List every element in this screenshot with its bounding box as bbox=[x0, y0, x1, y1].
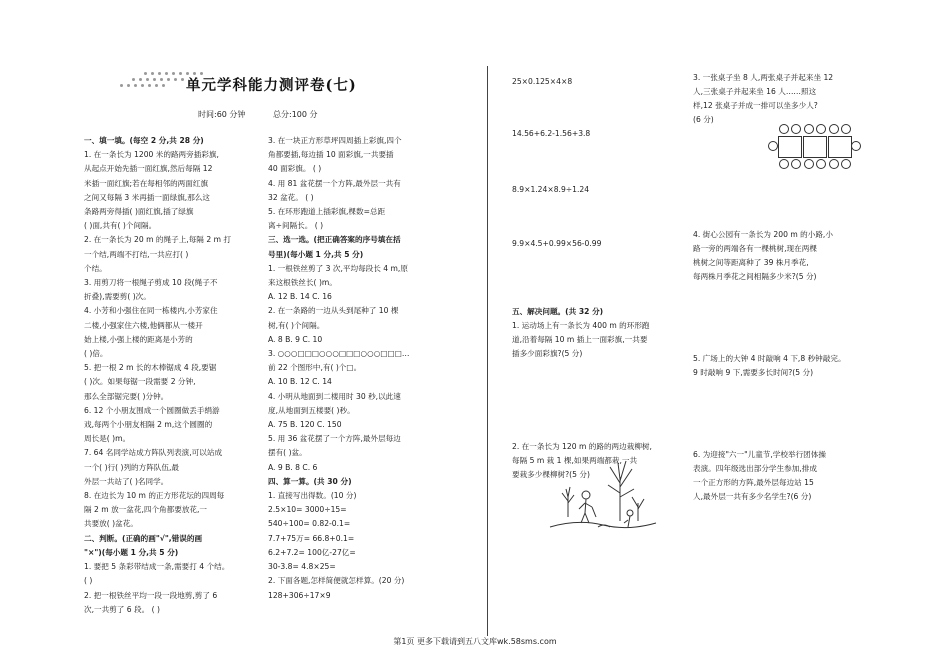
question-line: 5. 在环形跑道上插彩旗,棵数=总距 bbox=[268, 207, 386, 217]
question-line: 1. 在一条长为 1200 米的路两旁插彩旗, bbox=[84, 150, 219, 160]
question-line: 共要放( )盆花。 bbox=[84, 519, 138, 529]
decor-dot bbox=[120, 84, 123, 87]
chair bbox=[841, 159, 851, 169]
section-heading: 号里)(每小题 1 分,共 5 分) bbox=[268, 249, 364, 259]
total-score: 总分:100 分 bbox=[273, 110, 318, 119]
chair bbox=[829, 124, 839, 134]
question-line: 外层一共站了( )名同学。 bbox=[84, 476, 169, 486]
section-heading: 五、解决问题。(共 32 分) bbox=[512, 307, 604, 316]
question-line: 次,一共剪了 6 段。 ( ) bbox=[84, 604, 160, 614]
column-divider bbox=[487, 66, 488, 636]
decor-dot bbox=[160, 78, 163, 81]
question-line: 1. 直接写出得数。(10 分) bbox=[268, 491, 357, 501]
chair bbox=[816, 124, 826, 134]
decor-dot bbox=[139, 78, 142, 81]
question-line: 2. 下面各题,怎样简便就怎样算。(20 分) bbox=[268, 576, 405, 586]
question-line: A. 10 B. 12 C. 14 bbox=[268, 377, 332, 387]
question-line: 6. 为迎接"六一"儿童节,学校举行团体操 bbox=[693, 450, 826, 459]
question-line: 路一旁的两端各有一棵桃树,现在两棵 bbox=[693, 244, 817, 253]
decor-dot bbox=[132, 78, 135, 81]
question-line: 8. 在边长为 10 m 的正方形花坛的四周每 bbox=[84, 491, 225, 501]
question-line: 7.7+75万= 66.8+0.1= bbox=[268, 533, 355, 543]
question-line: 角都要插,每边插 10 面彩旗,一共要插 bbox=[268, 150, 394, 160]
question-line: 树,有( )个间隔。 bbox=[268, 320, 325, 330]
table-2 bbox=[803, 136, 827, 158]
question-line: 前 22 个图形中,有( )个□。 bbox=[268, 363, 362, 373]
question-line: 3. 一张桌子坐 8 人,两张桌子并起来坐 12 bbox=[693, 73, 834, 82]
question-line: 人,最外层一共有多少名学生?(6 分) bbox=[693, 492, 812, 501]
question-line: ( )倍。 bbox=[84, 349, 108, 359]
question-line: ( )面,共有( )个间隔。 bbox=[84, 221, 157, 231]
chair bbox=[791, 124, 801, 134]
question-line: 2. 把一根铁丝平均一段一段地剪,剪了 6 bbox=[84, 590, 218, 600]
question-line: 始上楼,小强上楼的距离是小芳的 bbox=[84, 334, 193, 344]
question-line: 14.56+6.2-1.56+3.8 bbox=[512, 129, 591, 138]
decor-dot bbox=[153, 78, 156, 81]
question-line: ( ) bbox=[84, 576, 93, 586]
question-line: 25×0.125×4×8 bbox=[512, 77, 573, 86]
question-line: 要栽多少棵柳树?(5 分) bbox=[512, 470, 590, 479]
question-line: 9.9×4.5+0.99×56-0.99 bbox=[512, 239, 602, 248]
question-line: A. 12 B. 14 C. 16 bbox=[268, 292, 332, 302]
decor-dot bbox=[167, 78, 170, 81]
decor-dot bbox=[174, 78, 177, 81]
question-line: 5. 把一根 2 m 长的木棒锯成 4 段,要锯 bbox=[84, 363, 217, 373]
section-heading: 三、选一选。(把正确答案的序号填在括 bbox=[268, 235, 401, 245]
question-line: 4. 街心公园有一条长为 200 m 的小路,小 bbox=[693, 230, 833, 239]
question-line: 40 面彩旗。 ( ) bbox=[268, 164, 322, 174]
chair bbox=[841, 124, 851, 134]
question-line: 度,从地面到五楼要( )秒。 bbox=[268, 405, 355, 415]
question-line: 人,三张桌子并起来坐 16 人……照这 bbox=[693, 87, 817, 96]
chair bbox=[851, 141, 861, 151]
question-line: 3. 用剪刀将一根绳子剪成 10 段(绳子不 bbox=[84, 278, 218, 288]
question-line: 3. 在一块正方形草坪四周插上彩旗,四个 bbox=[268, 136, 402, 145]
question-line: 那么全部锯完要( )分钟。 bbox=[84, 391, 169, 401]
decor-dot bbox=[172, 72, 175, 75]
question-line: 30-3.8= 4.8×25= bbox=[268, 562, 336, 572]
chair bbox=[816, 159, 826, 169]
decor-dot bbox=[148, 84, 151, 87]
page-footer: 第1页 更多下载请到五八文库wk.58sms.com bbox=[393, 637, 557, 646]
section-heading: 一、填一填。(每空 2 分,共 28 分) bbox=[84, 136, 204, 145]
question-line: 一个正方形的方阵,最外层每边站 15 bbox=[693, 478, 814, 487]
question-line: 一个结,两端不打结,一共应打( ) bbox=[84, 249, 189, 259]
question-line: 2. 在一条长为 20 m 的绳子上,每隔 2 m 打 bbox=[84, 235, 231, 245]
question-line: 1. 要把 5 条彩带结成一条,需要打 4 个结。 bbox=[84, 562, 230, 572]
question-line: 6. 12 个小朋友围成一个圆圈做丢手绢游 bbox=[84, 405, 220, 415]
decor-dot bbox=[144, 72, 147, 75]
chair bbox=[804, 159, 814, 169]
section-heading: 四、算一算。(共 30 分) bbox=[268, 476, 352, 486]
decor-dot bbox=[165, 72, 168, 75]
table-1 bbox=[778, 136, 802, 158]
question-line: 5. 用 36 盆花摆了一个方阵,最外层每边 bbox=[268, 434, 401, 444]
question-line: 3. ○○○□□□○○○□□□○○○□□□… bbox=[268, 349, 410, 359]
question-line: 4. 用 81 盆花摆一个方阵,最外层一共有 bbox=[268, 178, 401, 188]
question-line: 每两株月季花之间相隔多少米?(5 分) bbox=[693, 272, 817, 281]
question-line: 米插一面红旗;若在每相邻的两面红旗 bbox=[84, 178, 209, 188]
question-line: 道,沿着每隔 10 m 插上一面彩旗,一共要 bbox=[512, 335, 648, 344]
question-line: 每隔 5 m 栽 1 棵,如果两端都栽,一共 bbox=[512, 456, 638, 465]
question-line: 之间又每隔 3 米再插一面绿旗,那么这 bbox=[84, 192, 210, 202]
chair bbox=[779, 124, 789, 134]
question-line: (6 分) bbox=[693, 115, 714, 124]
chair bbox=[829, 159, 839, 169]
question-line: 32 盆花。 ( ) bbox=[268, 192, 314, 202]
decor-dot bbox=[155, 84, 158, 87]
decor-dot bbox=[151, 72, 154, 75]
question-line: 折叠),需要剪( )次。 bbox=[84, 292, 151, 302]
table-3 bbox=[828, 136, 852, 158]
chair bbox=[804, 124, 814, 134]
page-title: 单元学科能力测评卷(七) bbox=[186, 77, 357, 94]
question-line: A. 75 B. 120 C. 150 bbox=[268, 420, 342, 430]
decor-dot bbox=[181, 78, 184, 81]
decor-dot bbox=[146, 78, 149, 81]
tables-diagram bbox=[768, 123, 860, 169]
section-heading: 二、判断。(正确的画"√",错误的画 bbox=[84, 533, 203, 543]
question-line: 周长是( )m。 bbox=[84, 434, 131, 444]
question-line: 6.2+7.2= 100亿-27亿= bbox=[268, 547, 356, 557]
question-line: ( )次。如果每锯一段需要 2 分钟, bbox=[84, 377, 196, 387]
decorative-dots bbox=[114, 66, 180, 90]
question-line: A. 8 B. 9 C. 10 bbox=[268, 334, 323, 344]
question-line: 一个( )行( )列的方阵队伍,最 bbox=[84, 462, 180, 472]
question-line: A. 9 B. 8 C. 6 bbox=[268, 462, 318, 472]
question-line: 样,12 张桌子并成一排可以坐多少人? bbox=[693, 101, 818, 110]
question-line: 插多少面彩旗?(5 分) bbox=[512, 349, 583, 358]
tree-planting-sketch bbox=[548, 457, 658, 537]
question-line: 二楼,小强家住六楼,他俩都从一楼开 bbox=[84, 320, 203, 330]
chair bbox=[779, 159, 789, 169]
question-line: 2. 在一条长为 120 m 的路的两边栽柳树, bbox=[512, 442, 652, 451]
chair bbox=[768, 141, 778, 151]
question-line: 桃树之间等距离种了 39 株月季花, bbox=[693, 258, 809, 267]
question-line: 条路两旁得插( )面红旗,插了绿旗 bbox=[84, 207, 194, 217]
question-line: 表演。四年级选出部分学生参加,排成 bbox=[693, 464, 817, 473]
question-line: 5. 广场上的大钟 4 时敲响 4 下,8 秒钟敲完。 bbox=[693, 354, 846, 363]
time-limit: 时间:60 分钟 bbox=[198, 110, 246, 119]
question-line: 7. 64 名同学站成方阵队列表演,可以站成 bbox=[84, 448, 223, 458]
decor-dot bbox=[127, 84, 130, 87]
question-line: 隔 2 m 放一盆花,四个角都要放花,一 bbox=[84, 505, 208, 515]
question-line: 1. 运动场上有一条长为 400 m 的环形跑 bbox=[512, 321, 650, 330]
question-line: 9 时敲响 9 下,需要多长时间?(5 分) bbox=[693, 368, 814, 377]
question-line: 戏,每两个小朋友相隔 2 m,这个圆圈的 bbox=[84, 420, 213, 430]
question-line: 8.9×1.24×8.9÷1.24 bbox=[512, 185, 590, 194]
question-line: 2.5×10= 3000÷15= bbox=[268, 505, 347, 515]
decor-dot bbox=[141, 84, 144, 87]
question-line: 4. 小芳和小强住在同一栋楼内,小芳家住 bbox=[84, 306, 218, 316]
question-line: 4. 小明从地面到二楼用时 30 秒,以此速 bbox=[268, 391, 401, 401]
question-line: 从起点开始先插一面红旗,然后每隔 12 bbox=[84, 164, 213, 174]
decor-dot bbox=[179, 72, 182, 75]
question-line: 2. 在一条路的一边从头到尾种了 10 棵 bbox=[268, 306, 399, 316]
decor-dot bbox=[134, 84, 137, 87]
column-2 bbox=[268, 134, 446, 603]
question-line: 来这根铁丝长( )m。 bbox=[268, 278, 337, 288]
question-line: 128+306÷17×9 bbox=[268, 590, 331, 600]
question-line: 摆有( )盆。 bbox=[268, 448, 307, 458]
question-line: 离÷间隔长。 ( ) bbox=[268, 221, 324, 231]
decor-dot bbox=[162, 84, 165, 87]
column-1 bbox=[84, 134, 264, 617]
question-line: 1. 一根铁丝剪了 3 次,平均每段长 4 m,原 bbox=[268, 263, 408, 273]
chair bbox=[791, 159, 801, 169]
section-heading: "×")(每小题 1 分,共 5 分) bbox=[84, 547, 179, 557]
question-line: 个结。 bbox=[84, 263, 107, 273]
decor-dot bbox=[158, 72, 161, 75]
question-line: 540÷100= 0.82-0.1= bbox=[268, 519, 351, 529]
